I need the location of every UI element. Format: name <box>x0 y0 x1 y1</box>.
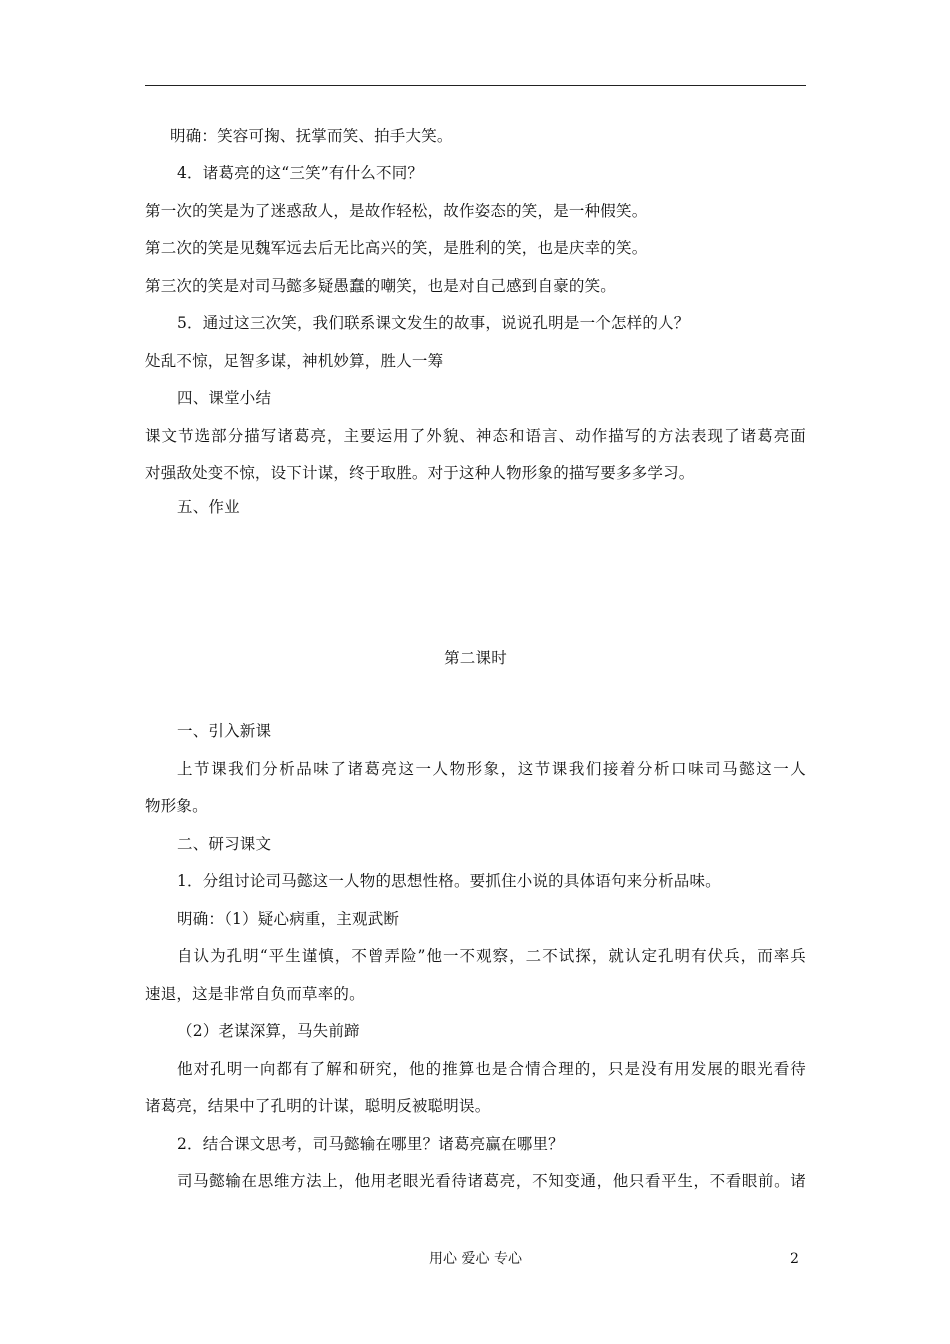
section-heading: 四、课堂小结 <box>177 389 272 407</box>
lesson-title: 第二课时 <box>444 649 507 667</box>
paragraph: 处乱不惊，足智多谋，神机妙算，胜人一筹 <box>145 352 444 370</box>
footer-motto: 用心 爱心 专心 <box>429 1251 522 1267</box>
header-rule <box>145 85 806 86</box>
section-heading: 二、研习课文 <box>177 835 272 853</box>
paragraph: 速退，这是非常自负而草率的。 <box>145 985 365 1003</box>
paragraph: 上节课我们分析品味了诸葛亮这一人物形象，这节课我们接着分析口味司马懿这一人 <box>177 760 806 778</box>
paragraph: （2）老谋深算，马失前蹄 <box>177 1022 360 1040</box>
question-2: 2．结合课文思考，司马懿输在哪里？诸葛亮赢在哪里？ <box>177 1135 564 1153</box>
paragraph: 他对孔明一向都有了解和研究，他的推算也是合情合理的，只是没有用发展的眼光看待 <box>177 1060 806 1078</box>
paragraph: 课文节选部分描写诸葛亮，主要运用了外貌、神态和语言、动作描写的方法表现了诸葛亮面 <box>145 427 806 445</box>
paragraph: 对强敌处变不惊，设下计谋，终于取胜。对于这种人物形象的描写要多多学习。 <box>145 464 695 482</box>
paragraph: 司马懿输在思维方法上，他用老眼光看待诸葛亮，不知变通，他只看平生，不看眼前。诸 <box>177 1172 806 1190</box>
paragraph: 1．分组讨论司马懿这一人物的思想性格。要抓住小说的具体语句来分析品味。 <box>177 872 721 890</box>
paragraph: 物形象。 <box>145 797 208 815</box>
paragraph: 第三次的笑是对司马懿多疑愚蠢的嘲笑，也是对自己感到自豪的笑。 <box>145 277 617 295</box>
paragraph: 明确：（1）疑心病重，主观武断 <box>177 910 400 928</box>
page-number: 2 <box>790 1251 799 1267</box>
paragraph: 自认为孔明“平生谨慎，不曾弄险”他一不观察，二不试探，就认定孔明有伏兵，而率兵 <box>177 947 806 965</box>
paragraph: 明确：笑容可掬、抚掌而笑、拍手大笑。 <box>170 127 453 145</box>
section-heading: 五、作业 <box>177 498 240 516</box>
paragraph: 第二次的笑是见魏军远去后无比高兴的笑，是胜利的笑，也是庆幸的笑。 <box>145 239 648 257</box>
section-heading: 一、引入新课 <box>177 722 272 740</box>
question-5: 5．通过这三次笑，我们联系课文发生的故事，说说孔明是一个怎样的人？ <box>177 314 690 332</box>
paragraph: 诸葛亮，结果中了孔明的计谋，聪明反被聪明误。 <box>145 1097 491 1115</box>
paragraph: 第一次的笑是为了迷惑敌人，是故作轻松，故作姿态的笑，是一种假笑。 <box>145 202 648 220</box>
question-4: 4．诸葛亮的这“三笑”有什么不同？ <box>177 164 424 182</box>
